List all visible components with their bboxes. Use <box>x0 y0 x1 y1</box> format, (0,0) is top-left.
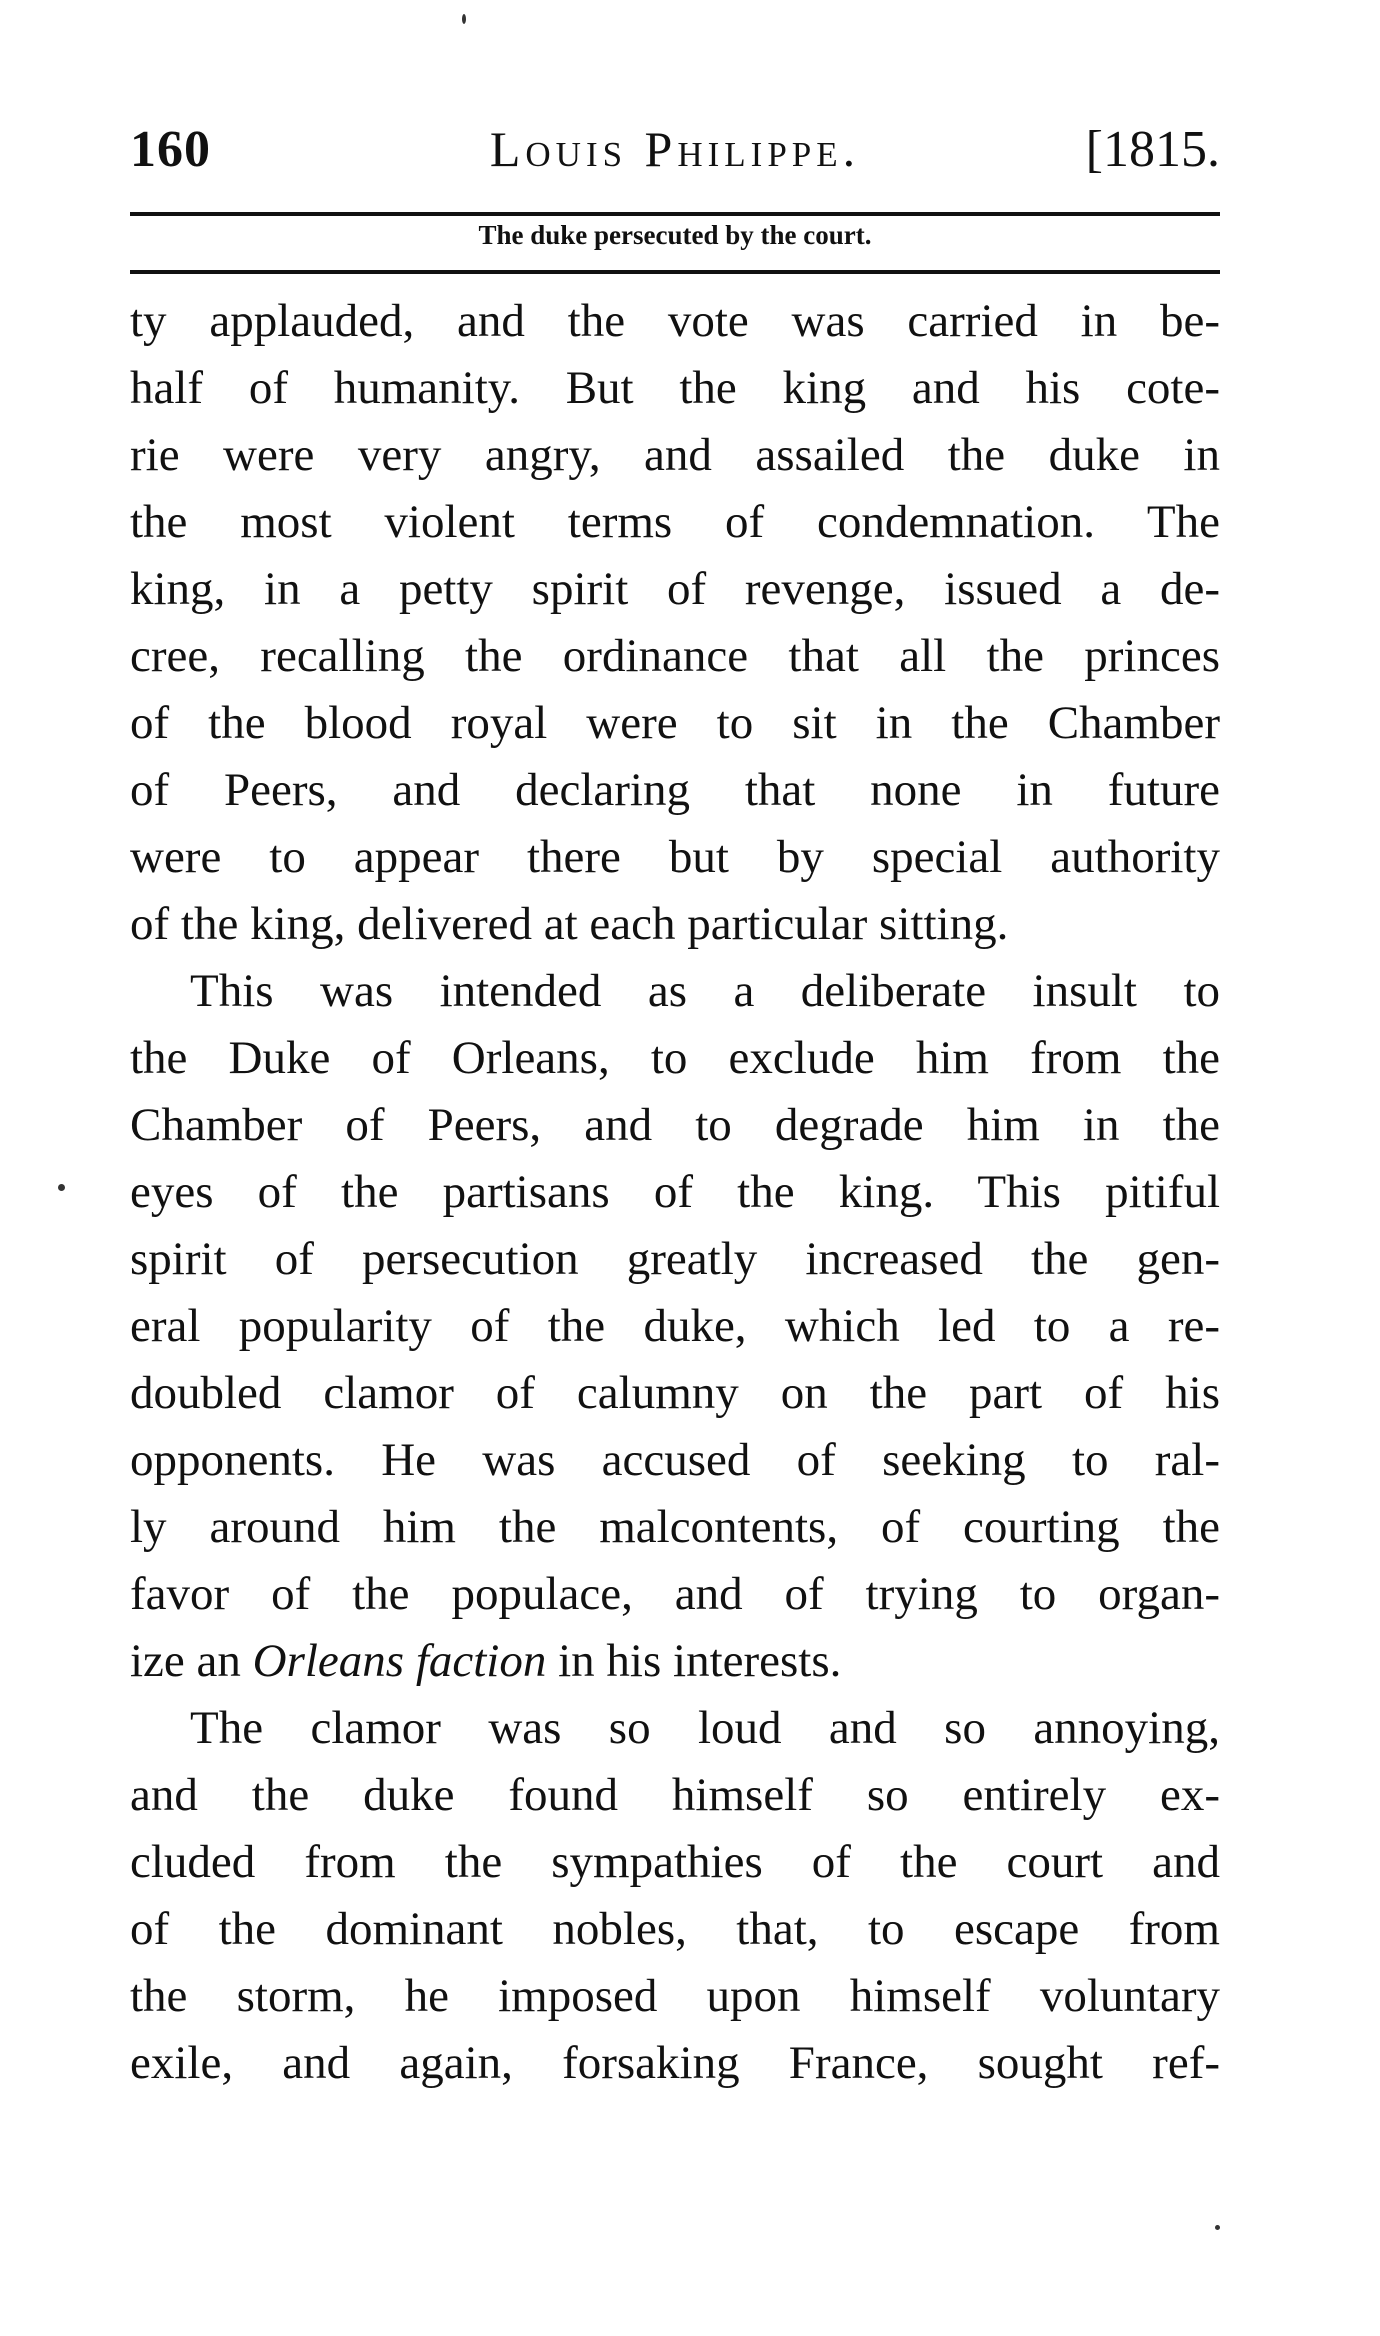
paragraph-3 <box>130 1695 1220 2097</box>
text-line: opponents. He was accused of seeking to ral- <box>130 1434 1220 1486</box>
italic-phrase: Orleans faction <box>252 1635 547 1687</box>
text-line: of Peers, and declaring that none in future <box>130 764 1220 816</box>
section-subheading: The duke persecuted by the court. <box>478 220 872 250</box>
text-line: Chamber of Peers, and to degrade him in the <box>130 1099 1220 1151</box>
page-number: 160 <box>130 121 211 178</box>
text-line: doubled clamor of calumny on the part of his <box>130 1367 1220 1419</box>
text-line: king, in a petty spirit of revenge, issued a de- <box>130 563 1220 615</box>
text-line: the most violent terms of condemnation. The <box>130 496 1220 548</box>
print-speck <box>58 1184 65 1191</box>
text-line: ly around him the malcontents, of courting the <box>130 1501 1220 1553</box>
text-line: and the duke found himself so entirely ex- <box>130 1769 1220 1821</box>
text-line: This was intended as a deliberate insult to <box>190 965 1220 1017</box>
text-line-with-italic <box>130 1628 1220 1695</box>
text-line: cluded from the sympathies of the court and <box>130 1836 1220 1888</box>
page-header <box>130 120 1220 200</box>
line-prefix: ize an <box>130 1635 253 1687</box>
print-speck <box>462 14 466 24</box>
text-line: The clamor was so loud and so annoying, <box>190 1702 1220 1754</box>
text-line: favor of the populace, and of trying to organ- <box>130 1568 1220 1620</box>
text-line: of the blood royal were to sit in the Chamber <box>130 697 1220 749</box>
text-line: half of humanity. But the king and his cote- <box>130 362 1220 414</box>
text-line: exile, and again, forsaking France, sought ref- <box>130 2037 1220 2089</box>
running-title: Louis Philippe. <box>489 121 861 177</box>
text-line: rie were very angry, and assailed the duke in <box>130 429 1220 481</box>
text-line: spirit of persecution greatly increased the gen- <box>130 1233 1220 1285</box>
text-line: eyes of the partisans of the king. This pitiful <box>130 1166 1220 1218</box>
text-line: the Duke of Orleans, to exclude him from the <box>130 1032 1220 1084</box>
text-line: were to appear there but by special authority <box>130 831 1220 883</box>
header-year: [1815. <box>1085 121 1220 178</box>
header-rule-top <box>130 212 1220 216</box>
text-line: ty applauded, and the vote was carried in be- <box>130 295 1220 347</box>
print-speck <box>1215 2225 1220 2230</box>
body-text <box>130 288 1220 2097</box>
text-line: of the king, delivered at each particular sitting. <box>130 898 1009 950</box>
header-rule-bottom <box>130 270 1220 274</box>
text-line: of the dominant nobles, that, to escape from <box>130 1903 1220 1955</box>
text-line: the storm, he imposed upon himself voluntary <box>130 1970 1220 2022</box>
text-line: cree, recalling the ordinance that all the princes <box>130 630 1220 682</box>
paragraph-1 <box>130 288 1220 958</box>
line-suffix: in his interests. <box>546 1635 842 1687</box>
text-line: eral popularity of the duke, which led to a re- <box>130 1300 1220 1352</box>
paragraph-2 <box>130 958 1220 1695</box>
